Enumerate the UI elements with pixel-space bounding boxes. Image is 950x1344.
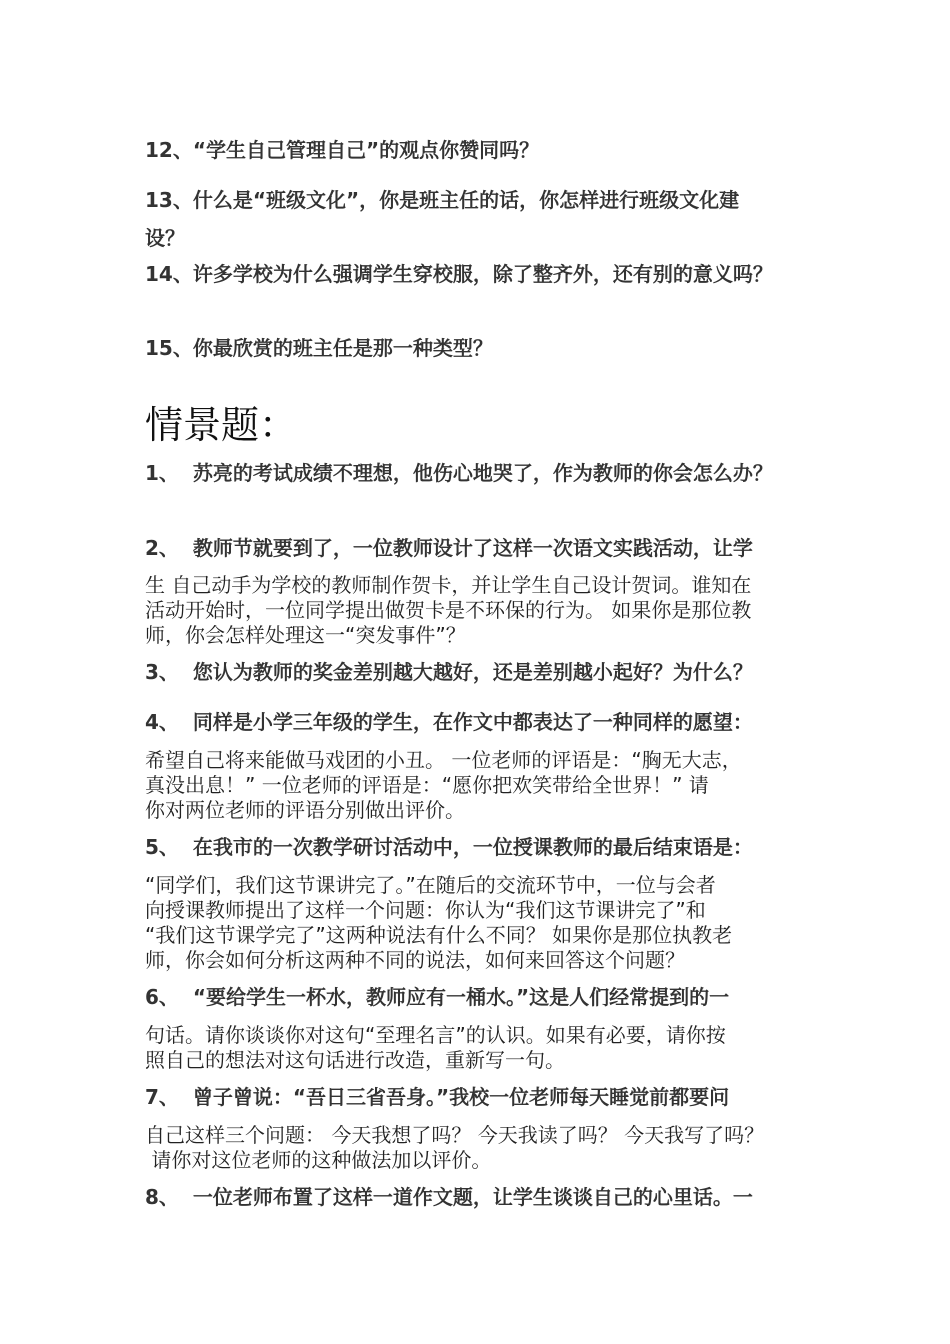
- section-heading: 情景题：: [145, 403, 298, 447]
- scenario-7: [145, 1085, 729, 1109]
- question-text: 、“学生自己管理自己”的观点你赞同吗？: [172, 138, 540, 162]
- scenario-2-line: 活动开始时，一位同学提出做贺卡是不环保的行为。 如果你是那位教: [145, 598, 752, 622]
- question-number: 13: [145, 188, 173, 212]
- scenario-1: [145, 461, 773, 485]
- question-15: [145, 336, 493, 360]
- scenario-2: [145, 536, 753, 560]
- scenario-number: 5: [145, 835, 159, 859]
- scenario-number: 4: [145, 710, 159, 734]
- question-text: 、你最欣赏的班主任是那一种类型？: [172, 336, 493, 360]
- scenario-6-line: 句话。请你谈谈你对这句“至理名言”的认识。如果有必要，请你按: [145, 1023, 726, 1047]
- question-number: 15: [145, 336, 173, 360]
- scenario-8: [145, 1185, 753, 1209]
- scenario-7-line: 自己这样三个问题： 今天我想了吗？ 今天我读了吗？ 今天我写了吗？: [145, 1123, 765, 1147]
- scenario-5-line: “我们这节课学完了”这两种说法有什么不同？ 如果你是那位执教老: [145, 923, 733, 947]
- scenario-5-line: 向授课教师提出了这样一个问题：你认为“我们这节课讲完了”和: [145, 898, 706, 922]
- question-14: [145, 262, 773, 286]
- scenario-number: 1: [145, 461, 159, 485]
- scenario-text: 、 您认为教师的奖金差别越大越好，还是差别越小起好？为什么？: [158, 660, 753, 684]
- question-number: 12: [145, 138, 173, 162]
- scenario-number: 2: [145, 536, 159, 560]
- scenario-text: 、 苏亮的考试成绩不理想，他伤心地哭了，作为教师的你会怎么办？: [158, 461, 773, 485]
- scenario-5-line: 师，你会如何分析这两种不同的说法，如何来回答这个问题？: [145, 948, 685, 972]
- question-text: 、许多学校为什么强调学生穿校服，除了整齐外，还有别的意义吗？: [172, 262, 773, 286]
- question-12: [145, 138, 539, 162]
- scenario-3: [145, 660, 753, 684]
- scenario-6: [145, 985, 729, 1009]
- question-13-continued: 设？: [145, 226, 185, 250]
- scenario-number: 7: [145, 1085, 159, 1109]
- question-number: 14: [145, 262, 173, 286]
- scenario-text: 、 同样是小学三年级的学生，在作文中都表达了一种同样的愿望：: [158, 710, 753, 734]
- question-text: 、什么是“班级文化”，你是班主任的话，你怎样进行班级文化建: [172, 188, 740, 212]
- scenario-number: 6: [145, 985, 159, 1009]
- scenario-2-line: 生 自己动手为学校的教师制作贺卡，并让学生自己设计贺词。谁知在: [145, 573, 752, 597]
- question-13: [145, 188, 739, 212]
- scenario-text: 、 在我市的一次教学研讨活动中，一位授课教师的最后结束语是：: [158, 835, 753, 859]
- scenario-4-line: 希望自己将来能做马戏团的小丑。 一位老师的评语是：“胸无大志，: [145, 748, 742, 772]
- scenario-5-line: “同学们，我们这节课讲完了。”在随后的交流环节中，一位与会者: [145, 873, 716, 897]
- scenario-text: 、 “要给学生一杯水，教师应有一桶水。”这是人们经常提到的一: [158, 985, 730, 1009]
- scenario-4-line: 你对两位老师的评语分别做出评价。: [145, 798, 465, 822]
- scenario-4: [145, 710, 753, 734]
- scenario-7-line: 请你对这位老师的这种做法加以评价。: [145, 1148, 492, 1172]
- scenario-2-line: 师，你会怎样处理这一“突发事件”？: [145, 623, 466, 647]
- scenario-text: 、 曾子曾说：“吾日三省吾身。”我校一位老师每天睡觉前都要问: [158, 1085, 730, 1109]
- scenario-number: 8: [145, 1185, 159, 1209]
- scenario-4-line: 真没出息！” 一位老师的评语是：“愿你把欢笑带给全世界！” 请: [145, 773, 709, 797]
- scenario-5: [145, 835, 753, 859]
- scenario-text: 、 教师节就要到了，一位教师设计了这样一次语文实践活动，让学: [158, 536, 753, 560]
- scenario-number: 3: [145, 660, 159, 684]
- scenario-6-line: 照自己的想法对这句话进行改造，重新写一句。: [145, 1048, 565, 1072]
- scenario-text: 、 一位老师布置了这样一道作文题，让学生谈谈自己的心里话。一: [158, 1185, 753, 1209]
